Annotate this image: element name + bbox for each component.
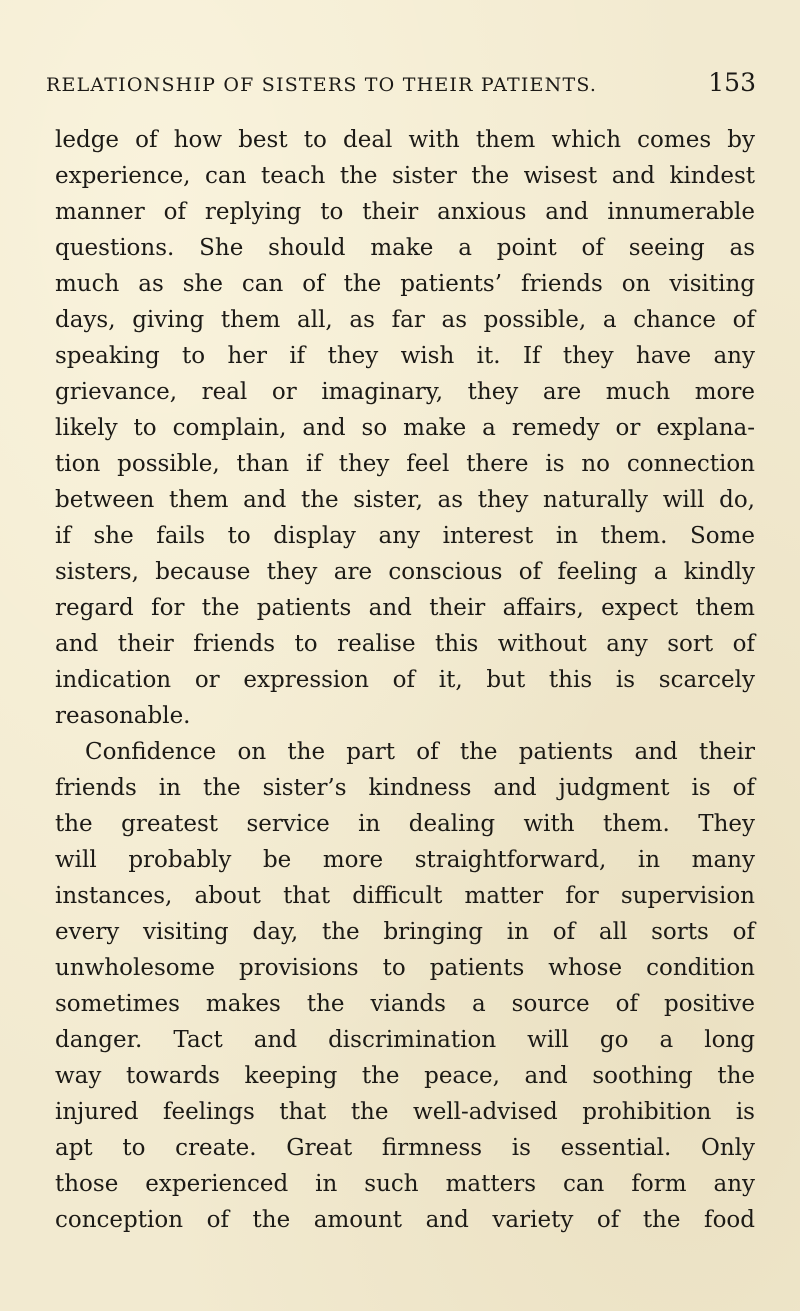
text-line: instances, about that difficult matter for supervision	[55, 883, 755, 909]
text-line: speaking to her if they wish it. If they have any	[55, 343, 755, 369]
text-line: unwholesome provisions to patients whose condition	[55, 955, 755, 981]
text-line: if she fails to display any interest in them. Some	[55, 523, 755, 549]
page-number: 153	[708, 68, 756, 97]
text-line: sometimes makes the viands a source of positive	[55, 991, 755, 1017]
text-line: much as she can of the patients’ friends on visiting	[55, 271, 755, 297]
text-line: sisters, because they are conscious of feeling a kindly	[55, 559, 755, 585]
text-line: days, giving them all, as far as possible, a chance of	[55, 307, 755, 333]
text-line: Confidence on the part of the patients and their	[85, 739, 755, 765]
running-head	[46, 68, 756, 104]
text-line: the greatest service in dealing with them. They	[55, 811, 755, 837]
text-line: conception of the amount and variety of the food	[55, 1207, 755, 1233]
text-line: between them and the sister, as they naturally will do,	[55, 487, 755, 513]
text-line: those experienced in such matters can form any	[55, 1171, 755, 1197]
text-line: questions. She should make a point of seeing as	[55, 235, 755, 261]
text-line: ledge of how best to deal with them which comes by	[55, 127, 755, 153]
text-line: grievance, real or imaginary, they are much more	[55, 379, 755, 405]
text-line: experience, can teach the sister the wisest and kindest	[55, 163, 755, 189]
text-line: regard for the patients and their affairs, expect them	[55, 595, 755, 621]
text-line: danger. Tact and discrimination will go a long	[55, 1027, 755, 1053]
text-line: apt to create. Great firmness is essential. Only	[55, 1135, 755, 1161]
text-line: every visiting day, the bringing in of all sorts of	[55, 919, 755, 945]
text-line: indication or expression of it, but this is scarcely	[55, 667, 755, 693]
text-line: friends in the sister’s kindness and judgment is of	[55, 775, 755, 801]
text-line: and their friends to realise this without any sort of	[55, 631, 755, 657]
text-line: injured feelings that the well-advised prohibition is	[55, 1099, 755, 1125]
paragraph-1	[55, 122, 755, 734]
text-line: likely to complain, and so make a remedy or explana-	[55, 415, 755, 441]
paragraph-2	[55, 734, 755, 1238]
text-line: way towards keeping the peace, and soothing the	[55, 1063, 755, 1089]
text-line: will probably be more straightforward, in many	[55, 847, 755, 873]
text-line: tion possible, than if they feel there is no connection	[55, 451, 755, 477]
body-text	[55, 122, 755, 1238]
text-line: reasonable.	[55, 703, 191, 729]
running-title: RELATIONSHIP OF SISTERS TO THEIR PATIENTS.	[46, 74, 598, 96]
text-line: manner of replying to their anxious and innumerable	[55, 199, 755, 225]
